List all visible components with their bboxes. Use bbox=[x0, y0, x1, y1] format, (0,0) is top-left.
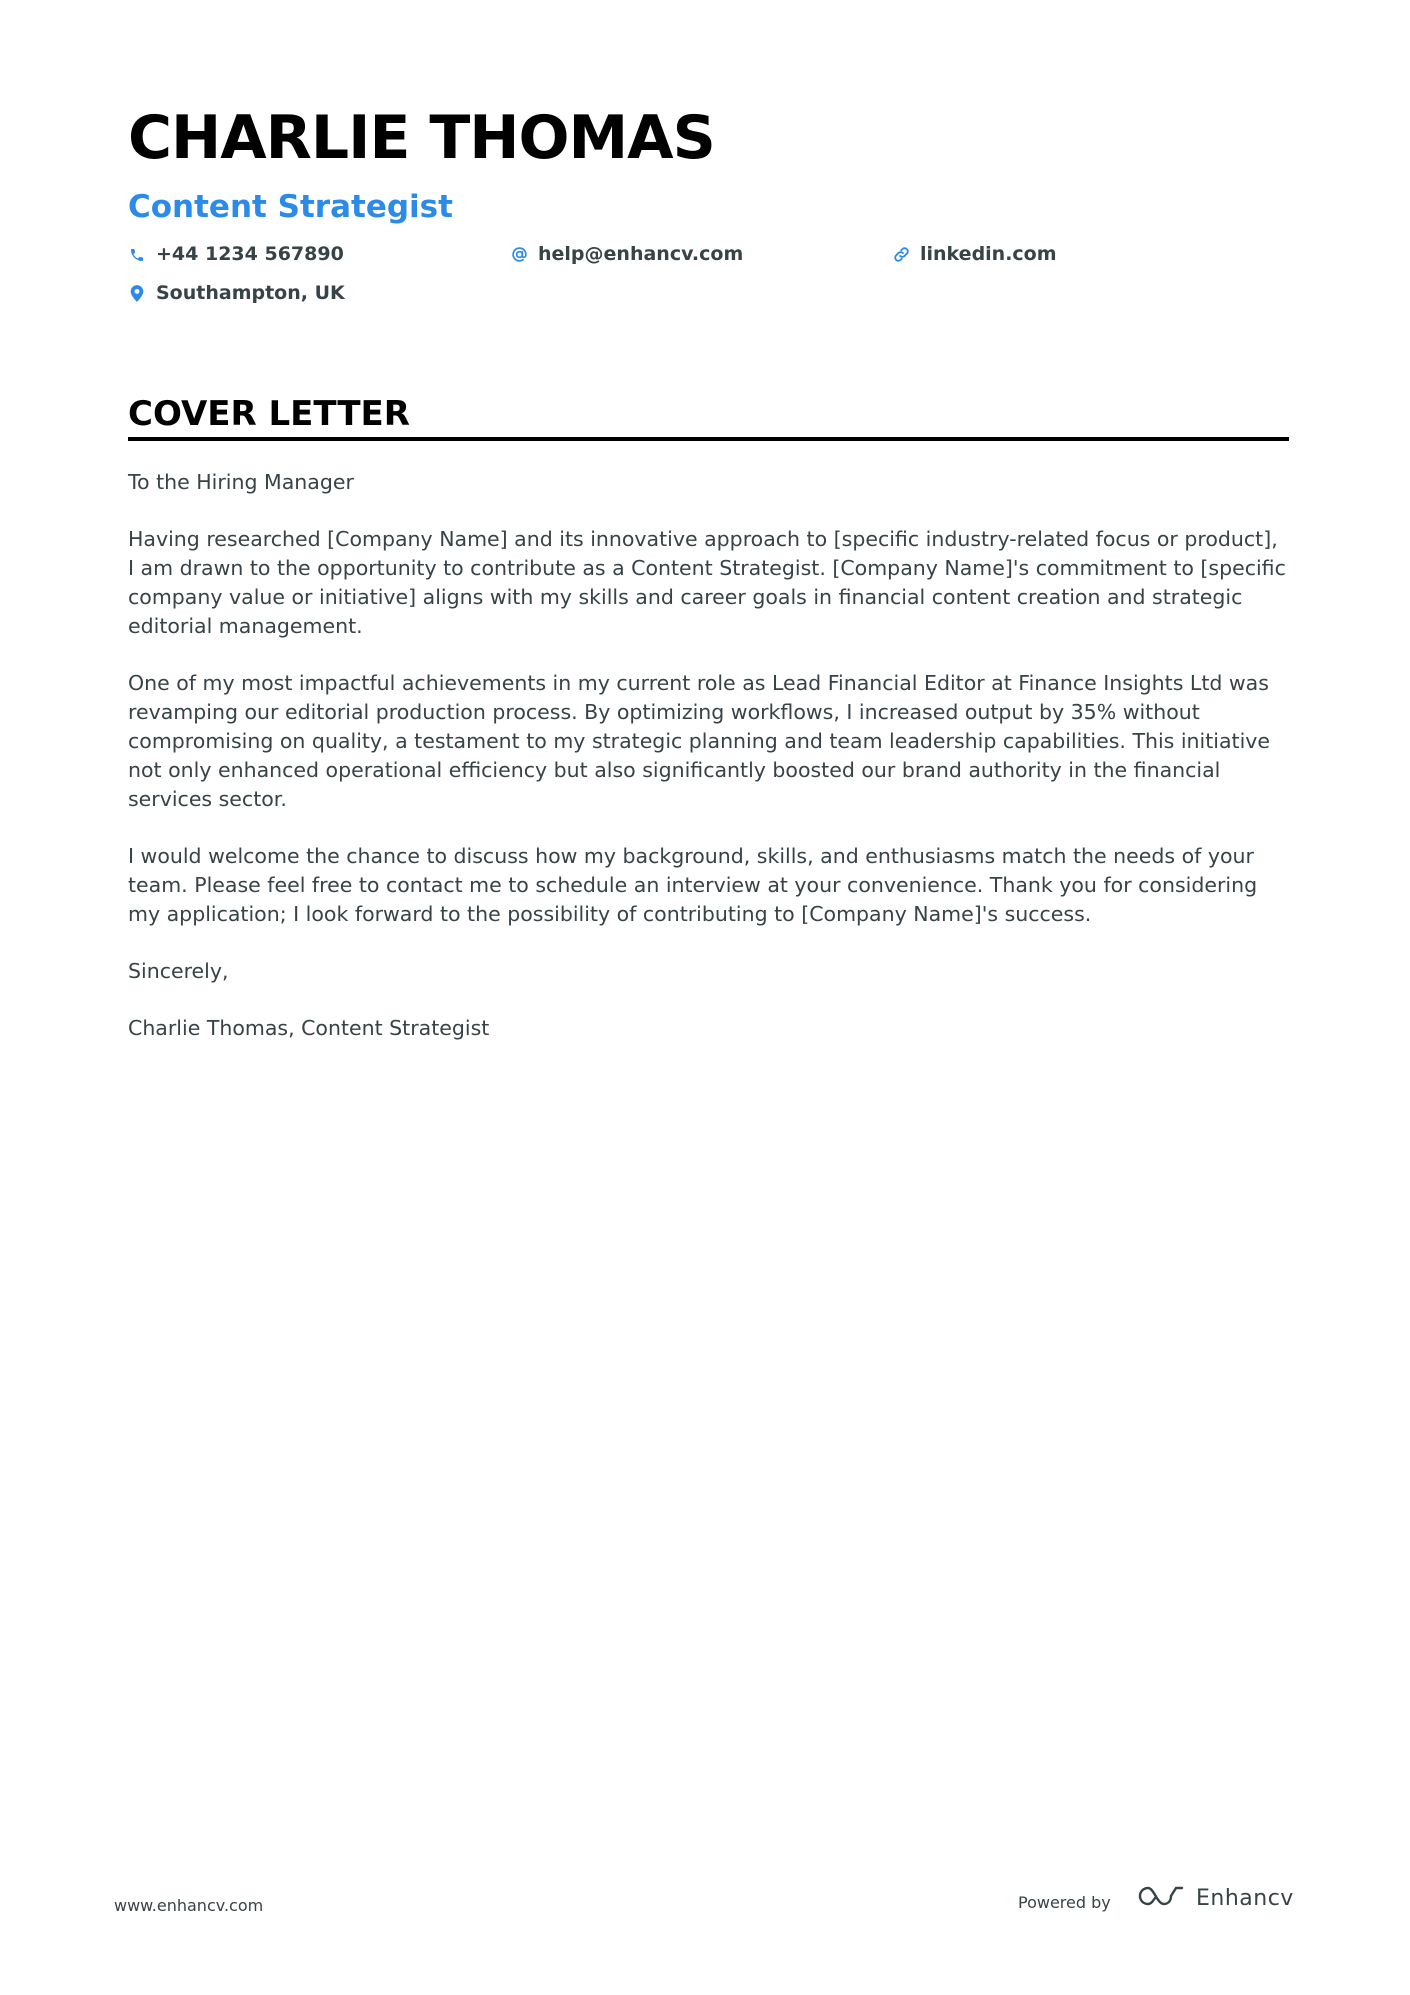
letter-signature: Charlie Thomas, Content Strategist bbox=[128, 1016, 490, 1040]
phone-icon bbox=[128, 246, 146, 264]
letter-closing: Sincerely, bbox=[128, 959, 229, 983]
enhancv-logo-icon bbox=[1138, 1884, 1184, 1913]
section-title: COVER LETTER bbox=[128, 394, 410, 434]
contact-phone bbox=[128, 245, 344, 264]
letter-paragraph: I would welcome the chance to discuss how my background, skills, and enthusiasms match the needs of your team. Please feel free to contact me to schedule an interview at your convenience. Thank you for considering my application; I look forward to the possibility of contributing to [Company Name]'s success. bbox=[128, 844, 1258, 926]
contact-location bbox=[128, 284, 345, 303]
contact-link bbox=[892, 245, 1057, 264]
link-text: linkedin.com bbox=[920, 243, 1057, 265]
at-sign-icon bbox=[510, 246, 528, 264]
candidate-title: Content Strategist bbox=[128, 189, 453, 225]
letter-body bbox=[128, 468, 1289, 1071]
letter-paragraph: One of my most impactful achievements in my current role as Lead Financial Editor at Finance Insights Ltd was revamping our editorial production process. By optimizing workflows, I increased output by 35% without compromising on quality, a testament to my strategic planning and team leadership capabilities. This initiative not only enhanced operational efficiency but also significantly boosted our brand authority in the financial services sector. bbox=[128, 671, 1271, 811]
brand-logo[interactable] bbox=[1138, 1884, 1294, 1913]
email-text: help@enhancv.com bbox=[538, 243, 744, 265]
letter-paragraph: Having researched [Company Name] and its innovative approach to [specific industry-related focus or product], I am drawn to the opportunity to contribute as a Content Strategist. [Company Name]'s commitment to [specific company value or initiative] aligns with my skills and career goals in financial content creation and strategic editorial management. bbox=[128, 527, 1286, 638]
phone-text: +44 1234 567890 bbox=[156, 243, 344, 265]
letter-salutation: To the Hiring Manager bbox=[128, 470, 354, 494]
contact-email bbox=[510, 245, 743, 264]
link-icon bbox=[892, 246, 910, 264]
map-pin-icon bbox=[128, 285, 146, 303]
section-divider bbox=[128, 437, 1289, 441]
footer-url[interactable]: www.enhancv.com bbox=[114, 1896, 264, 1915]
location-text: Southampton, UK bbox=[156, 282, 345, 304]
powered-by-label: Powered by bbox=[1018, 1893, 1111, 1912]
brand-name: Enhancv bbox=[1196, 1886, 1294, 1911]
candidate-name: CHARLIE THOMAS bbox=[128, 103, 715, 173]
